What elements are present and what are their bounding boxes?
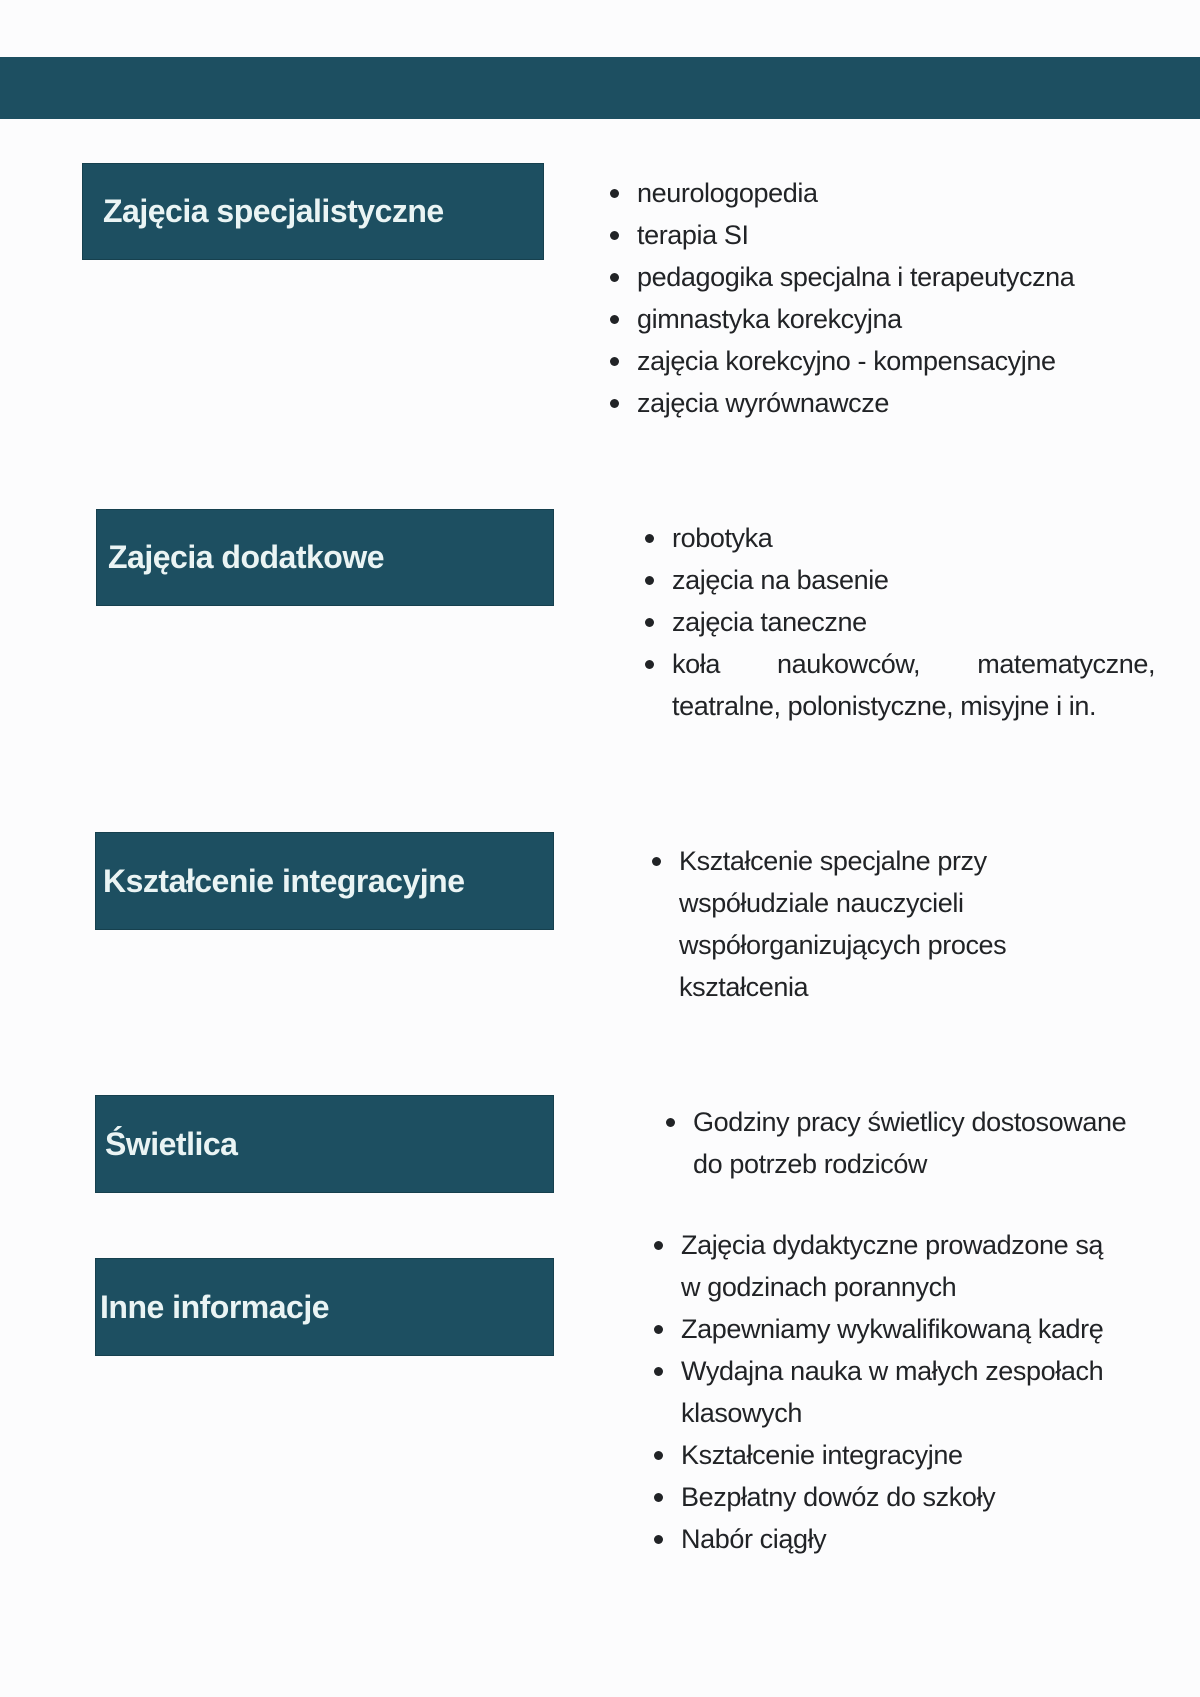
list-item-text: Kształcenie specjalne przy: [679, 846, 987, 876]
list-item-text: Wydajna nauka w małych zespołach: [681, 1356, 1104, 1386]
list-item-text: robotyka: [672, 523, 773, 553]
bullet-icon: [610, 357, 619, 366]
bullet-icon: [645, 618, 654, 627]
bullet-icon: [654, 1241, 663, 1250]
list-item: [645, 559, 1155, 601]
list-item-text: Zajęcia dydaktyczne prowadzone są: [681, 1230, 1104, 1260]
section-header-swietlica: [95, 1095, 554, 1193]
section-header-label: Inne informacje: [100, 1288, 329, 1325]
list-item-text: Kształcenie integracyjne: [681, 1440, 963, 1470]
list-item-text: w godzinach porannych: [681, 1272, 957, 1302]
list-item-text: terapia SI: [637, 220, 749, 250]
bullet-icon: [654, 1325, 663, 1334]
section-header-ksztalcenie-integracyjne: [95, 832, 554, 930]
list-item: [645, 601, 1155, 643]
list-item: [652, 840, 1006, 1008]
list-item-text: neurologopedia: [637, 178, 818, 208]
bullet-icon: [666, 1118, 675, 1127]
section-header-label: Zajęcia dodatkowe: [108, 539, 385, 575]
bullet-icon: [654, 1367, 663, 1376]
list-item-text: Godziny pracy świetlicy dostosowane: [693, 1107, 1127, 1137]
list-item: [654, 1476, 1103, 1518]
list-item: [654, 1308, 1103, 1350]
list-item-text: gimnastyka korekcyjna: [637, 304, 902, 334]
bullet-icon: [610, 231, 619, 240]
list-item: [610, 382, 1074, 424]
bullet-icon: [645, 660, 654, 669]
bullet-list-swietlica: [666, 1101, 1126, 1185]
bullet-list-zajecia-specjalistyczne: [610, 172, 1074, 424]
list-item: [666, 1101, 1126, 1185]
section-header-inne-informacje: [95, 1258, 554, 1356]
list-item: [645, 517, 1155, 559]
list-item: [610, 256, 1074, 298]
list-item: [654, 1518, 1103, 1560]
list-item: [610, 172, 1074, 214]
list-item-text: pedagogika specjalna i terapeutyczna: [637, 262, 1075, 292]
bullet-icon: [610, 273, 619, 282]
list-item-text: do potrzeb rodziców: [693, 1149, 928, 1179]
bullet-icon: [645, 576, 654, 585]
list-item-text: współorganizujących proces: [679, 930, 1007, 960]
list-item-text: zajęcia wyrównawcze: [637, 388, 889, 418]
section-header-label: Świetlica: [105, 1125, 238, 1162]
list-item: [654, 1434, 1103, 1476]
list-item-text: Zapewniamy wykwalifikowaną kadrę: [681, 1314, 1104, 1344]
list-item-text: zajęcia na basenie: [672, 565, 889, 595]
list-item-text: koła naukowców, matematyczne,: [672, 649, 1156, 679]
bullet-list-ksztalcenie-integracyjne: [652, 840, 1006, 1008]
bullet-icon: [654, 1535, 663, 1544]
list-item: [654, 1350, 1103, 1434]
section-header-label: Kształcenie integracyjne: [103, 862, 465, 899]
top-accent-bar: [0, 57, 1200, 119]
section-header-zajecia-specjalistyczne: [82, 163, 544, 260]
list-item: [645, 643, 1155, 727]
list-item-text: teatralne, polonistyczne, misyjne i in.: [672, 691, 1097, 721]
bullet-icon: [610, 315, 619, 324]
section-header-label: Zajęcia specjalistyczne: [103, 193, 444, 229]
bullet-icon: [610, 189, 619, 198]
list-item-text: kształcenia: [679, 972, 809, 1002]
section-header-zajecia-dodatkowe: [96, 509, 554, 606]
list-item-text: współudziale nauczycieli: [679, 888, 964, 918]
bullet-list-inne-informacje: [654, 1224, 1103, 1560]
bullet-icon: [645, 534, 654, 543]
list-item-text: Bezpłatny dowóz do szkoły: [681, 1482, 996, 1512]
bullet-icon: [610, 399, 619, 408]
bullet-icon: [654, 1493, 663, 1502]
list-item: [654, 1224, 1103, 1308]
list-item: [610, 298, 1074, 340]
list-item-text: zajęcia korekcyjno - kompensacyjne: [637, 346, 1056, 376]
bullet-icon: [652, 857, 661, 866]
bullet-list-zajecia-dodatkowe: [645, 517, 1155, 727]
list-item-text: Nabór ciągły: [681, 1524, 827, 1554]
bullet-icon: [654, 1451, 663, 1460]
list-item-text: zajęcia taneczne: [672, 607, 867, 637]
list-item: [610, 340, 1074, 382]
list-item-text: klasowych: [681, 1398, 802, 1428]
list-item: [610, 214, 1074, 256]
